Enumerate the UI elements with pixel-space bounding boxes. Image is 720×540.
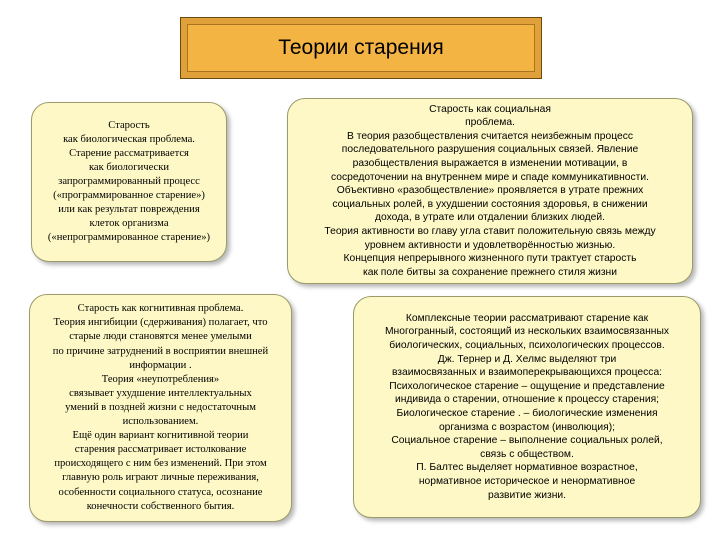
text-line: разобществления выражается в изменении мотивации, в bbox=[352, 158, 628, 170]
text-line: дохода, в утрате или отдалении близких людей. bbox=[374, 212, 606, 224]
text-line: происходящего с ним без изменений. При этом bbox=[54, 458, 267, 470]
text-line: уровнем активности и удовлетворённостью жизнью. bbox=[364, 239, 616, 251]
text-line: Старость как социальная bbox=[429, 103, 551, 115]
text-line: («непрограммированное старение») bbox=[47, 232, 211, 244]
text-line: В теория разобществления считается неизбежным процесс bbox=[346, 130, 633, 142]
text-line: главную роль играют личные переживания, bbox=[62, 472, 259, 484]
text-line: («программированное старение») bbox=[53, 190, 205, 202]
text-line: нормативное историческое и ненормативное bbox=[418, 475, 636, 487]
text-line: как поле битвы за сохранение прежнего стиля жизни bbox=[362, 266, 617, 278]
text-line: связывает ухудшение интеллектуальных bbox=[69, 387, 252, 399]
text-line: клеток организма bbox=[89, 218, 169, 230]
text-line: Ещё один вариант когнитивной теории bbox=[72, 430, 249, 442]
text-line: Комплексные теории рассматривают старение как bbox=[405, 312, 649, 324]
text-line: использованием. bbox=[122, 416, 199, 428]
text-line: или как результат повреждения bbox=[58, 204, 200, 216]
text-line: Многогранный, состоящий из нескольких взаимосвязанных bbox=[384, 326, 670, 338]
panel-cognitive bbox=[29, 294, 292, 522]
text-line: старые люди становятся менее умелыми bbox=[69, 331, 252, 343]
text-line: последовательного разрушения социальных связей. Явление bbox=[341, 144, 639, 156]
text-line: по причине затруднений в восприятии внешней bbox=[52, 345, 269, 357]
text-line: запрограммированный процесс bbox=[58, 175, 200, 187]
text-line: Дж. Тернер и Д. Хелмс выделяют три bbox=[437, 353, 617, 365]
text-line: Теория ингибиции (сдерживания) полагает, что bbox=[53, 317, 268, 329]
text-line: биологических, социальных, психологических процессов. bbox=[389, 340, 665, 352]
panel-social bbox=[287, 98, 693, 284]
text-line: Теория «неупотребления» bbox=[101, 373, 220, 385]
text-line: Психологическое старение – ощущение и представление bbox=[389, 380, 665, 392]
text-line: особенности социального статуса, осознание bbox=[58, 486, 263, 498]
text-line: Социальное старение – выполнение социальных ролей, bbox=[391, 435, 663, 447]
text-line: Старость как когнитивная проблема. bbox=[77, 303, 244, 315]
text-line: связь с обществом. bbox=[480, 448, 574, 460]
text-line: Биологическое старение . – биологические изменения bbox=[396, 408, 658, 419]
text-line: Старение рассматривается bbox=[69, 147, 189, 159]
title-box bbox=[180, 17, 542, 79]
text-line: индивида о старении, отношение к процессу старения; bbox=[394, 394, 660, 406]
text-line: как биологическая проблема. bbox=[63, 133, 195, 145]
text-line: конечности собственного бытия. bbox=[86, 500, 235, 512]
text-line: Старость bbox=[108, 119, 150, 131]
text-line: сосредоточении на внутреннем мире и спаде коммуникативности. bbox=[331, 171, 649, 183]
text-line: проблема. bbox=[465, 117, 515, 129]
text-line: старения рассматривает истолкование bbox=[74, 444, 247, 456]
text-line: умений в поздней жизни с недостаточным bbox=[65, 401, 256, 413]
text-line: Концепция непрерывного жизненного пути трактует старость bbox=[343, 253, 637, 265]
text-line: организма с возрастом (инволюция); bbox=[438, 421, 616, 433]
text-line: информации . bbox=[129, 359, 192, 371]
panel-biological bbox=[31, 102, 227, 262]
text-line: социальных ролей, в ухудшении состояния здоровья, в снижении bbox=[332, 198, 648, 210]
text-line: как биологически bbox=[88, 161, 170, 173]
text-line: развитие жизни. bbox=[488, 489, 566, 501]
text-line: Объективно «разобществление» проявляется в утрате прежних bbox=[336, 185, 644, 197]
text-line: П. Балтес выделяет нормативное возрастное, bbox=[416, 462, 638, 474]
panel-complex bbox=[353, 296, 701, 518]
text-line: взаимосвязанных и взаимоперекрывающихся процесса: bbox=[391, 367, 663, 379]
page-title: Теории старения bbox=[278, 36, 444, 59]
text-line: Теория активности во главу угла ставит положительную связь между bbox=[324, 225, 656, 237]
